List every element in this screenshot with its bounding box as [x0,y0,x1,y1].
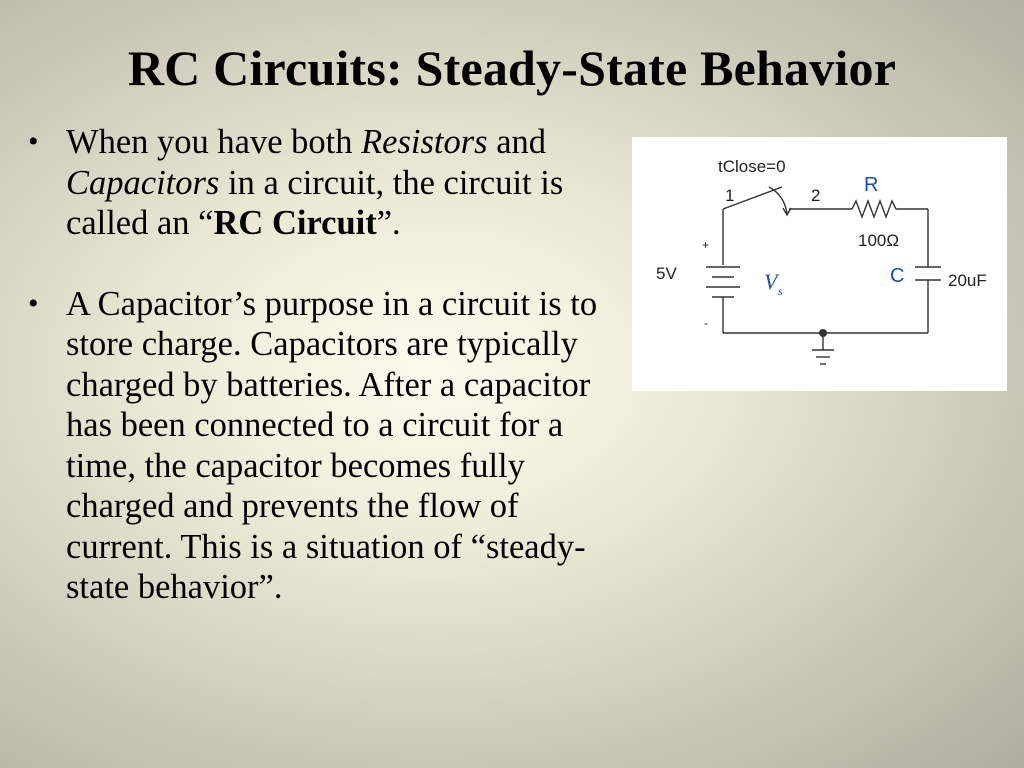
switch-node-2-label: 2 [811,186,821,205]
bullet-emphasis-rc-circuit: RC Circuit [213,204,377,242]
switch-node-1-label: 1 [725,186,735,205]
resistor-name-label: R [864,174,879,196]
source-subscript-label: s [778,284,783,298]
bullet-marker: • [28,125,39,158]
bullet-emphasis-resistors: Resistors [361,123,488,161]
bullet-text [66,123,563,242]
source-value-label: 5V [656,264,677,283]
bullet-text-part: in a circuit, the circuit is called an “ [66,163,564,242]
capacitor-name-label: C [890,265,905,287]
bullet-marker: • [28,286,39,320]
circuit-svg [632,137,1007,391]
slide-title: RC Circuits: Steady-State Behavior [127,40,897,96]
capacitor-value-label: 20uF [948,271,987,290]
battery-minus-sign: - [704,316,708,330]
bullet-capacitor-purpose [28,284,628,608]
source-name-label: V [764,269,778,294]
bullet-text-part: ”. [376,204,401,242]
bullet-rc-definition [28,122,628,244]
bullet-emphasis-capacitors: Capacitors [66,163,220,202]
rc-circuit-diagram [632,137,1007,391]
resistor-value-label: 100Ω [858,231,900,250]
ground-node-dot [819,329,827,337]
bullet-text: A Capacitor’s purpose in a circuit is to store charge. Capacitors are typically charged by batteries. After a capacitor has been connected to a circuit for a time, the capacitor becomes fully charged and prevents the flow of current. This is a situation of “steady-state behavior”. [66,284,598,606]
bullet-text-part: and [487,123,547,161]
resistor-zigzag [852,201,900,217]
battery-plus-sign: + [702,238,710,252]
bullet-list [28,122,628,648]
switch-label: tClose=0 [718,157,786,176]
bullet-text-part: When you have both [66,123,362,161]
